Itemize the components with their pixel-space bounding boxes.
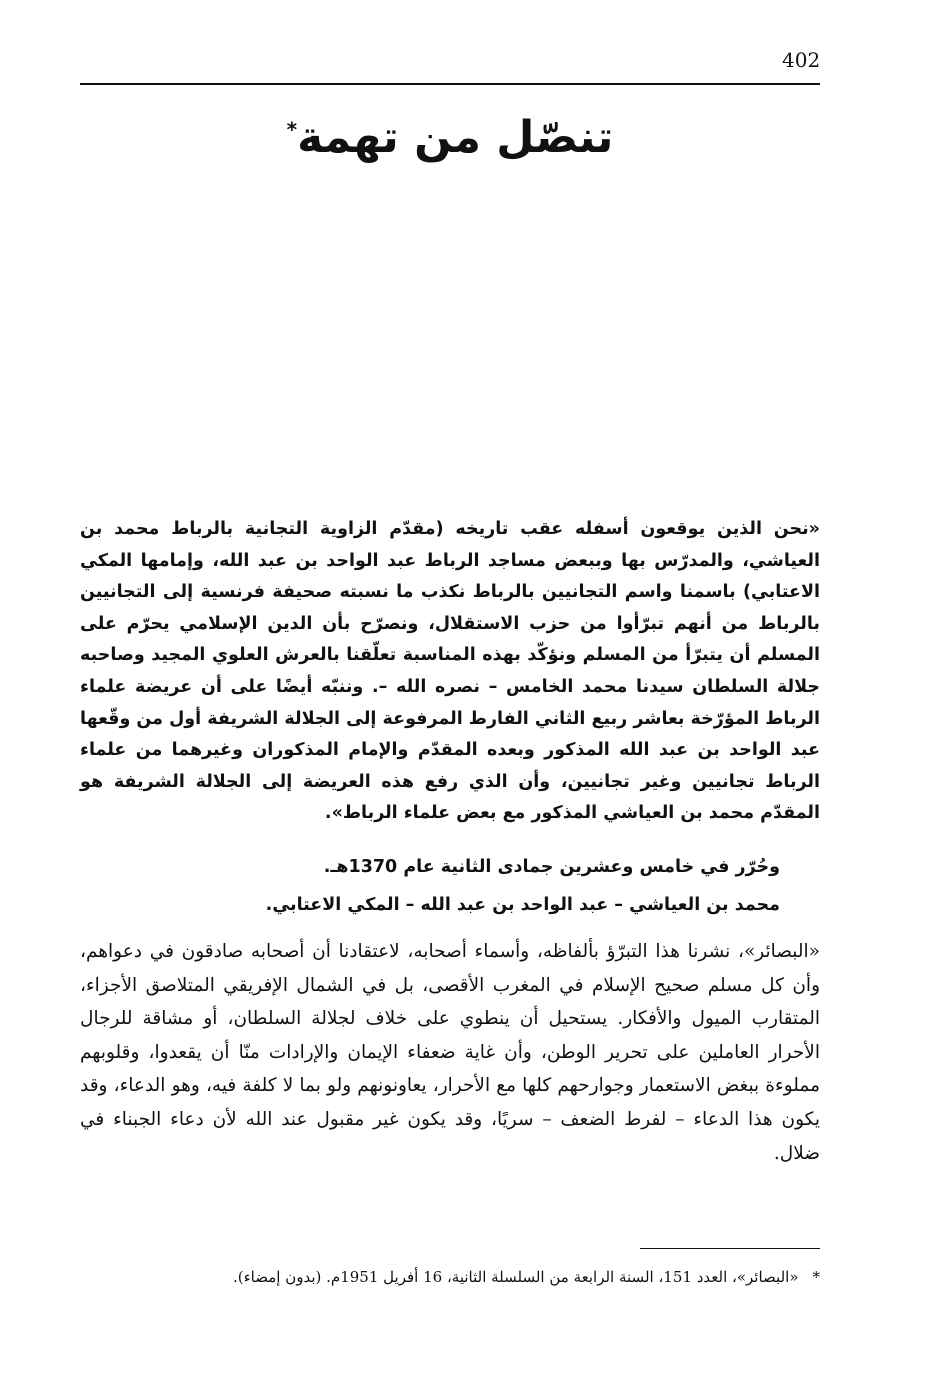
footnote-marker: * bbox=[812, 1268, 820, 1286]
declaration-date-line: وحُرّر في خامس وعشرين جمادى الثانية عام 1370هـ. bbox=[323, 857, 780, 877]
article-title-text: تنصّل من تهمة bbox=[297, 112, 614, 163]
header-rule bbox=[80, 83, 820, 85]
article-title bbox=[80, 112, 820, 165]
commentary-paragraph: «البصائر»، نشرنا هذا التبرّؤ بألفاظه، وأسماء أصحابه، لاعتقادنا أن أصحابه صادقون في دعواهم، وأن كل مسلم صحيح الإسلام في المغرب الأقصى، بل في الشمال الإفريقي المتلاصق الأجزاء، المتقارب الميول والأفكار. يستحيل أن ينطوي على خلاف لجلالة السلطان، أو مشاقة للرجال الأحرار العاملين على تحرير الوطن، وأن غاية ضعفاء الإيمان والإرادات منّا أن يقعدوا، وقلوبهم مملوءة ببغض الاستعمار وجوارحهم كلها مع الأحرار، يعاونونهم ولو بما لا كلفة فيه، وهو الدعاء، وقد يكون هذا الدعاء – لفرط الضعف – سريًا، وقد يكون غير مقبول عند الله لأن دعاء الجبناء في ضلال. bbox=[80, 941, 820, 1164]
declaration-paragraph: «نحن الذين يوقعون أسفله عقب تاريخه (مقدّم الزاوية التجانية بالرباط محمد بن العياشي، والمدرّس بها وببعض مساجد الرباط عبد الواحد بن عبد الله، وإمامها المكي الاعتابي) باسمنا واسم التجانيين بالرباط نكذب ما نسبته صحيفة فرنسية إلى التجانيين بالرباط من أنهم تبرّأوا من حزب الاستقلال، ونصرّح بأن الدين الإسلامي يحرّم على المسلم أن يتبرّأ من المسلم ونؤكّد بهذه المناسبة تعلّقنا بالعرش العلوي المجيد وصاحبه جلالة السلطان سيدنا محمد الخامس – نصره الله –. وننبّه أيضًا على أن عريضة علماء الرباط المؤرّخة بعاشر ربيع الثاني الفارط المرفوعة إلى الجلالة الشريفة أول من وقّعها عبد الواحد بن عبد الله المذكور وبعده المقدّم والإمام المذكوران وغيرهما من علماء الرباط تجانيين وغير تجانيين، وأن الذي رفع هذه العريضة إلى الجلالة الشريفة هو المقدّم محمد بن العياشي المذكور مع بعض علماء الرباط». bbox=[80, 519, 820, 824]
footnote-rule bbox=[640, 1248, 820, 1249]
footnote bbox=[80, 1264, 820, 1290]
footnote-text: «البصائر»، العدد 151، السنة الرابعة من السلسلة الثانية، 16 أفريل 1951م. (بدون إمضاء). bbox=[232, 1268, 799, 1286]
title-footnote-marker: * bbox=[286, 117, 298, 142]
page-number: 402 bbox=[782, 48, 821, 72]
declaration-signatures: محمد بن العياشي – عبد الواحد بن عبد الله – المكي الاعتابي. bbox=[265, 895, 780, 915]
